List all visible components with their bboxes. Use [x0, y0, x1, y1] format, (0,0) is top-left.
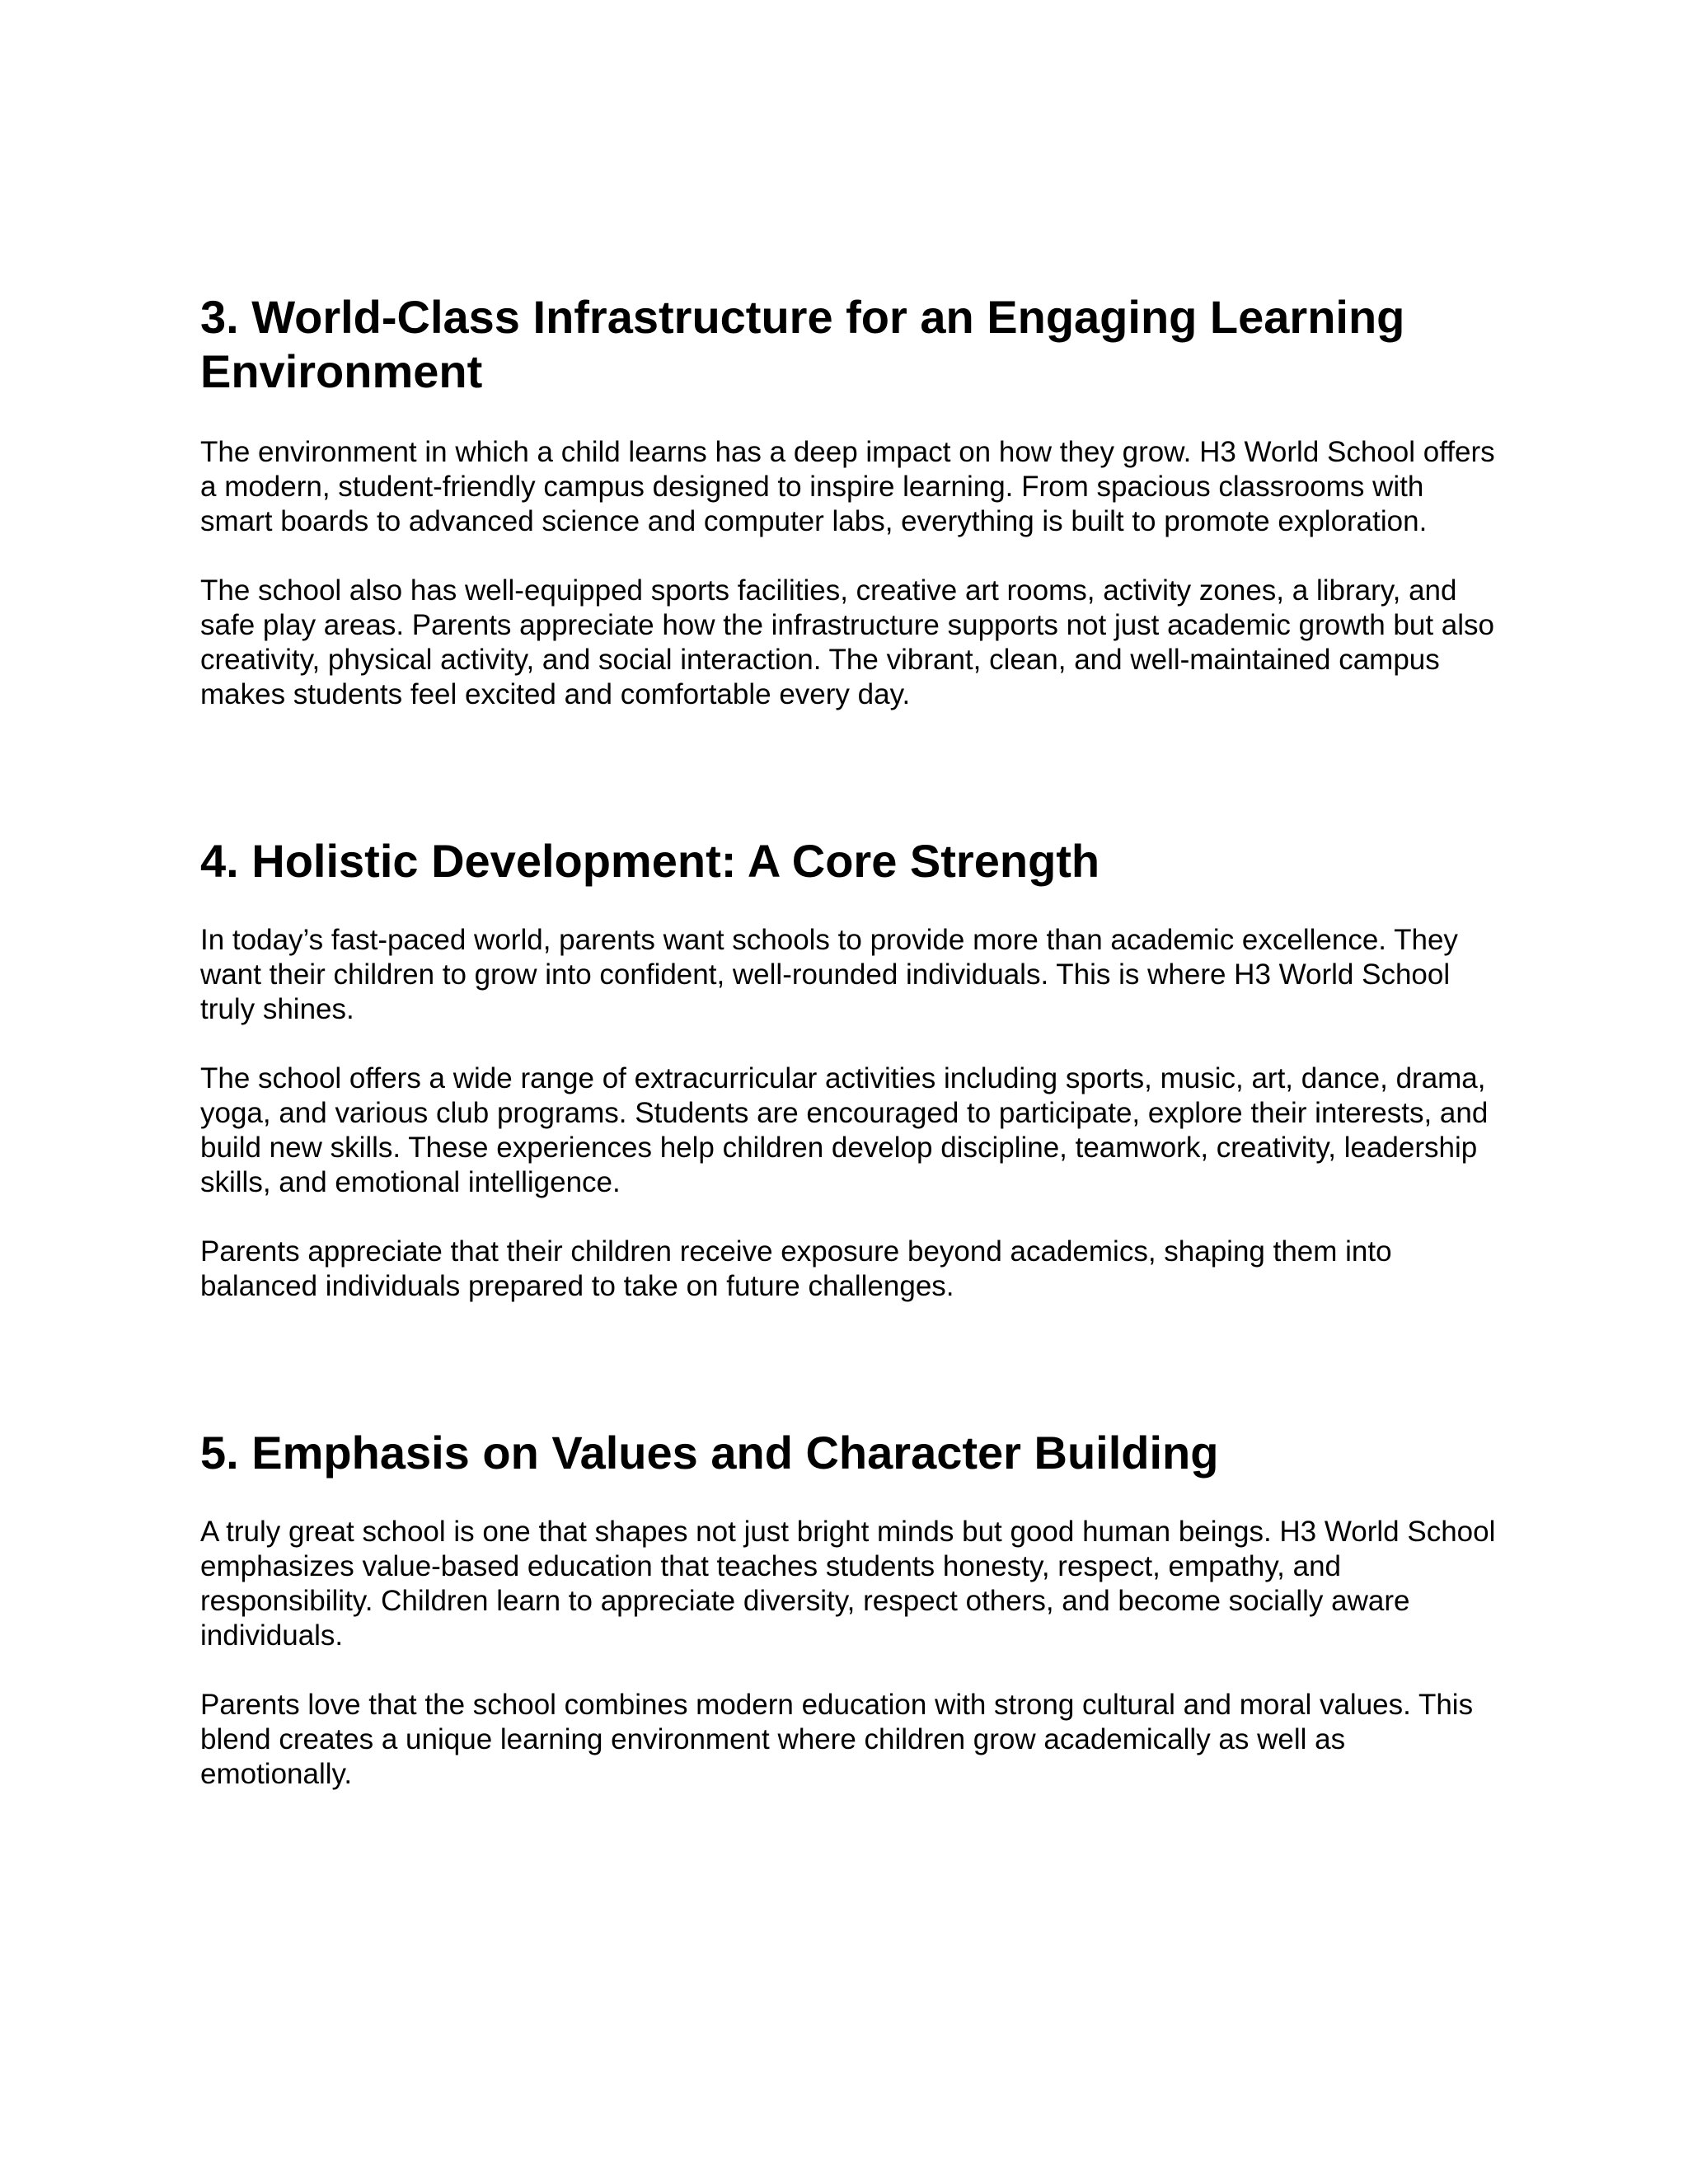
section-values-character-building — [200, 1426, 1503, 1792]
section-holistic-development — [200, 834, 1503, 1304]
section-heading: 4. Holistic Development: A Core Strength — [200, 835, 1100, 887]
document-content — [200, 290, 1503, 1792]
section-world-class-infrastructure — [200, 290, 1503, 712]
section-heading: 3. World-Class Infrastructure for an Engaging Learning Environment — [200, 291, 1405, 397]
section-paragraph: The environment in which a child learns has a deep impact on how they grow. H3 World School offers a modern, student-friendly campus designed to inspire learning. From spacious classrooms with smart boards to advanced science and computer labs, everything is built to promote exploration. — [200, 436, 1495, 537]
section-paragraph: Parents appreciate that their children receive exposure beyond academics, shaping them into balanced individuals prepared to take on future challenges. — [200, 1235, 1392, 1302]
section-paragraph: Parents love that the school combines modern education with strong cultural and moral values. This blend creates a unique learning environment where children grow academically as well as emotionally. — [200, 1689, 1474, 1790]
section-heading: 5. Emphasis on Values and Character Building — [200, 1427, 1219, 1479]
section-paragraph: A truly great school is one that shapes not just bright minds but good human beings. H3 World School emphasizes value-based education that teaches students honesty, respect, empathy, and responsibility. Children learn to appreciate diversity, respect others, and become socially aware individuals. — [200, 1516, 1496, 1652]
section-paragraph: The school offers a wide range of extracurricular activities including sports, music, art, dance, drama, yoga, and various club programs. Students are encouraged to participate, explore their interests, and build new skills. These experiences help children develop discipline, teamwork, creativity, leadership skills, and emotional intelligence. — [200, 1062, 1489, 1198]
section-paragraph: In today’s fast-paced world, parents want schools to provide more than academic excellence. They want their children to grow into confident, well-rounded individuals. This is where H3 World School truly shines. — [200, 924, 1458, 1025]
section-paragraph: The school also has well-equipped sports facilities, creative art rooms, activity zones, a library, and safe play areas. Parents appreciate how the infrastructure supports not just academic growth but also creativity, physical activity, and social interaction. The vibrant, clean, and well-maintained campus makes students feel excited and comfortable every day. — [200, 574, 1495, 710]
